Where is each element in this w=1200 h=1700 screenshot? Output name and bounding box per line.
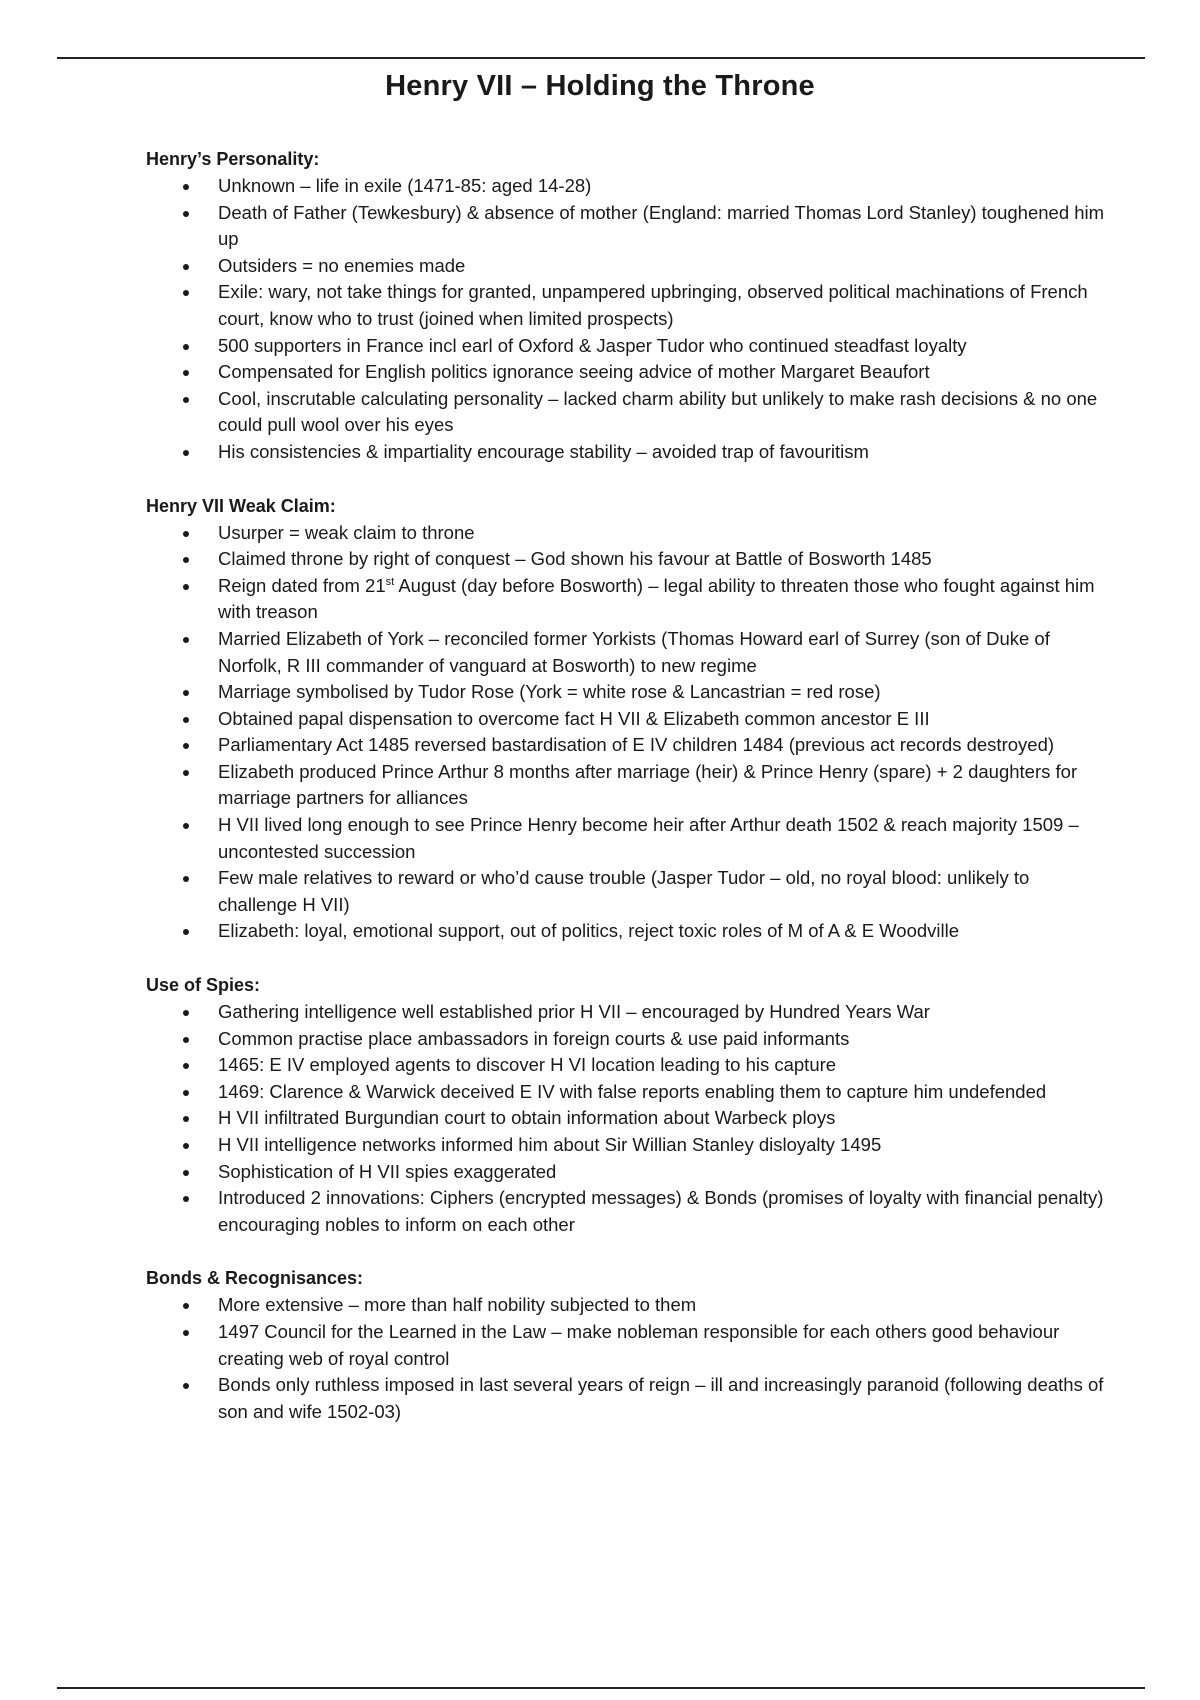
- bullet-list: [146, 1292, 1106, 1425]
- bullet-icon: [183, 717, 189, 723]
- section-heading: Bonds & Recognisances:: [146, 1268, 364, 1289]
- bullet-icon: [183, 929, 189, 935]
- bullet-icon: [183, 290, 189, 296]
- list-item: Compensated for English politics ignorance seeing advice of mother Margaret Beaufort: [146, 359, 1106, 386]
- list-item: Few male relatives to reward or who’d cause trouble (Jasper Tudor – old, no royal blood: unlikely to challenge H VII): [146, 865, 1106, 918]
- bottom-rule: [57, 1687, 1145, 1689]
- page-title: Henry VII – Holding the Throne: [385, 70, 815, 102]
- bullet-icon: [183, 1303, 189, 1309]
- list-item: H VII lived long enough to see Prince Henry become heir after Arthur death 1502 & reach majority 1509 – uncontested succession: [146, 812, 1106, 865]
- section-spies: [146, 971, 1106, 1238]
- list-item: H VII infiltrated Burgundian court to obtain information about Warbeck ploys: [146, 1105, 1106, 1132]
- bullet-icon: [183, 557, 189, 563]
- list-item: His consistencies & impartiality encourage stability – avoided trap of favouritism: [146, 439, 1106, 466]
- bullet-icon: [183, 1383, 189, 1389]
- list-item: 1465: E IV employed agents to discover H VI location leading to his capture: [146, 1052, 1106, 1079]
- top-rule: [57, 57, 1145, 59]
- list-item: More extensive – more than half nobility subjected to them: [146, 1292, 1106, 1319]
- list-item: Usurper = weak claim to throne: [146, 520, 1106, 547]
- bullet-icon: [183, 770, 189, 776]
- list-item: 1469: Clarence & Warwick deceived E IV with false reports enabling them to capture him undefended: [146, 1079, 1106, 1106]
- bullet-icon: [183, 743, 189, 749]
- list-item: Exile: wary, not take things for granted, unpampered upbringing, observed political machinations of French court, know who to trust (joined when limited prospects): [146, 279, 1106, 332]
- list-item: Gathering intelligence well established prior H VII – encouraged by Hundred Years War: [146, 999, 1106, 1026]
- list-item: Obtained papal dispensation to overcome fact H VII & Elizabeth common ancestor E III: [146, 706, 1106, 733]
- bullet-list: [146, 173, 1106, 466]
- list-item: Unknown – life in exile (1471-85: aged 14-28): [146, 173, 1106, 200]
- section-weak-claim: [146, 492, 1106, 946]
- list-item: Reign dated from 21st August (day before Bosworth) – legal ability to threaten those who fought against him with treason: [146, 573, 1106, 626]
- bullet-icon: [183, 1116, 189, 1122]
- bullet-list: [146, 999, 1106, 1238]
- bullet-list: [146, 520, 1106, 946]
- document-body: [146, 145, 1106, 1451]
- list-item: H VII intelligence networks informed him about Sir Willian Stanley disloyalty 1495: [146, 1132, 1106, 1159]
- list-item: Married Elizabeth of York – reconciled former Yorkists (Thomas Howard earl of Surrey (son of Duke of Norfolk, R III commander of vanguard at Bosworth) to new regime: [146, 626, 1106, 679]
- list-item: Elizabeth produced Prince Arthur 8 months after marriage (heir) & Prince Henry (spare) + 2 daughters for marriage partners for alliances: [146, 759, 1106, 812]
- bullet-icon: [183, 370, 189, 376]
- list-item: Common practise place ambassadors in foreign courts & use paid informants: [146, 1026, 1106, 1053]
- bullet-icon: [183, 344, 189, 350]
- bullet-icon: [183, 1010, 189, 1016]
- list-item: Claimed throne by right of conquest – God shown his favour at Battle of Bosworth 1485: [146, 546, 1106, 573]
- bullet-icon: [183, 264, 189, 270]
- list-item: Death of Father (Tewkesbury) & absence of mother (England: married Thomas Lord Stanley) toughened him up: [146, 200, 1106, 253]
- section-personality: [146, 145, 1106, 466]
- bullet-icon: [183, 184, 189, 190]
- section-heading: Henry’s Personality:: [146, 149, 320, 169]
- list-item: 1497 Council for the Learned in the Law – make nobleman responsible for each others good behaviour creating web of royal control: [146, 1319, 1106, 1372]
- bullet-icon: [183, 584, 189, 590]
- section-bonds: [146, 1264, 1106, 1425]
- bullet-icon: [183, 1170, 189, 1176]
- bullet-icon: [183, 690, 189, 696]
- list-item: Sophistication of H VII spies exaggerated: [146, 1159, 1106, 1186]
- bullet-icon: [183, 1063, 189, 1069]
- bullet-icon: [183, 450, 189, 456]
- bullet-icon: [183, 211, 189, 217]
- list-item: Introduced 2 innovations: Ciphers (encrypted messages) & Bonds (promises of loyalty with financial penalty) encouraging nobles to inform on each other: [146, 1185, 1106, 1238]
- list-item: Marriage symbolised by Tudor Rose (York = white rose & Lancastrian = red rose): [146, 679, 1106, 706]
- bullet-icon: [183, 1330, 189, 1336]
- bullet-icon: [183, 531, 189, 537]
- bullet-icon: [183, 637, 189, 643]
- bullet-icon: [183, 397, 189, 403]
- bullet-icon: [183, 1037, 189, 1043]
- bullet-icon: [183, 1196, 189, 1202]
- bullet-icon: [183, 876, 189, 882]
- section-heading: Henry VII Weak Claim:: [146, 495, 336, 516]
- list-item: Bonds only ruthless imposed in last several years of reign – ill and increasingly paranoid (following deaths of son and wife 1502-03): [146, 1372, 1106, 1425]
- list-item: 500 supporters in France incl earl of Oxford & Jasper Tudor who continued steadfast loyalty: [146, 333, 1106, 360]
- section-heading: Use of Spies:: [146, 975, 261, 996]
- list-item: Elizabeth: loyal, emotional support, out of politics, reject toxic roles of M of A & E Woodville: [146, 918, 1106, 945]
- bullet-icon: [183, 823, 189, 829]
- list-item: Cool, inscrutable calculating personality – lacked charm ability but unlikely to make rash decisions & no one could pull wool over his eyes: [146, 386, 1106, 439]
- bullet-icon: [183, 1090, 189, 1096]
- bullet-icon: [183, 1143, 189, 1149]
- list-item: Parliamentary Act 1485 reversed bastardisation of E IV children 1484 (previous act records destroyed): [146, 732, 1106, 759]
- list-item: Outsiders = no enemies made: [146, 253, 1106, 280]
